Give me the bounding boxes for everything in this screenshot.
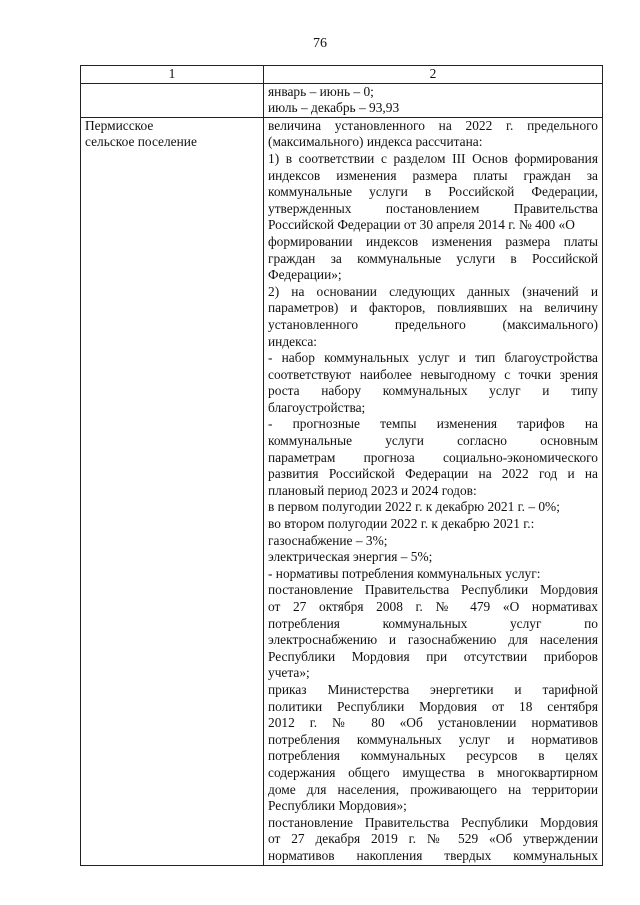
text-line: 2012 г. № 80 «Об установлении нормативов [268,715,598,731]
text-line: постановление Правительства Республики Мордовия [268,582,598,598]
text-line: Республики Мордовия при отсутствии приборов [268,648,598,664]
text-line: Федерации»; [268,267,342,283]
table-header-row [81,66,603,84]
text-line: Пермисское [85,117,154,133]
text-line: величина установленного на 2022 г. предельного [268,117,598,133]
text-line: 1) в соответствии с разделом III Основ формирования [268,150,598,166]
text-line: в первом полугодии 2022 г. к декабрю 2021 г. – 0%; [268,499,560,515]
text-line: постановление Правительства Республики Мордовия [268,814,598,830]
text-line: соответствуют наиболее невыгодному с точки зрения [268,366,598,382]
text-line: индексов изменения размера платы граждан за [268,167,598,183]
text-line: электроснабжению и газоснабжению для населения [268,632,598,648]
text-line: январь – июнь – 0; [268,83,374,99]
text-line: потребления коммунальных ресурсов в целях [268,748,598,764]
text-line: сельское поселение [85,134,197,150]
text-line: потребления коммунальных услуг по [268,615,598,631]
text-line: учета»; [268,665,310,681]
table-row [81,117,603,865]
page-number: 76 [313,36,327,51]
text-line: нормативов накопления твердых коммунальных [268,847,598,863]
text-line: доме для населения, проживающего на территории [268,781,598,797]
settlement-name-cell [81,117,264,865]
text-line: Республики Мордовия»; [268,798,407,814]
text-line: Российской Федерации от 30 апреля 2014 г. № 400 «О [268,217,575,233]
text-line: коммунальные услуги в Российской Федерации, [268,184,598,200]
text-line: политики Республики Мордовия от 18 сентября [268,698,598,714]
document-table [80,65,603,866]
row1-col2 [264,83,603,117]
text-line: (максимального) индекса рассчитана: [268,134,483,150]
text-line: параметров) и факторов, повлиявших на величину [268,300,598,316]
table-row [81,83,603,117]
text-line: от 27 октября 2008 г. № 479 «О нормативах [268,599,598,614]
text-line: утвержденных постановлением Правительства [268,200,598,216]
text-line: индекса: [268,333,318,349]
text-line: газоснабжение – 3%; [268,532,388,548]
text-line: 2) на основании следующих данных (значений и [268,283,598,299]
text-line: приказ Министерства энергетики и тарифной [268,681,598,697]
row1-col1 [81,83,264,117]
text-line: граждан за коммунальные услуги в Российской [268,250,598,266]
text-line: во втором полугодии 2022 г. к декабрю 2021 г.: [268,516,535,532]
text-line: от 27 декабря 2019 г. № 529 «Об утверждении [268,831,598,847]
text-line: - набор коммунальных услуг и тип благоустройства [268,350,598,366]
text-line: формировании индексов изменения размера платы [268,233,598,249]
text-line: содержания общего имущества в многоквартирном [268,764,598,780]
text-line: параметрам прогноза социально-экономического [268,449,598,465]
text-line: роста набору коммунальных услуг и типу [268,383,598,399]
text-line: благоустройства; [268,399,366,415]
text-line: потребления коммунальных услуг и нормативов [268,731,598,747]
header-cell-1: 1 [81,66,264,84]
text-line: - нормативы потребления коммунальных услуг: [268,565,541,581]
text-line: - прогнозные темпы изменения тарифов на [268,416,598,432]
text-line: развития Российской Федерации на 2022 год и на [268,466,598,482]
index-description-cell [264,117,603,865]
text-line: электрическая энергия – 5%; [268,549,433,565]
text-line: установленного предельного (максимального) [268,316,598,332]
text-line: коммунальные услуги согласно основным [268,433,598,449]
header-cell-2: 2 [264,66,603,84]
text-line: плановый период 2023 и 2024 годов: [268,482,477,498]
text-line: июль – декабрь – 93,93 [268,100,400,116]
